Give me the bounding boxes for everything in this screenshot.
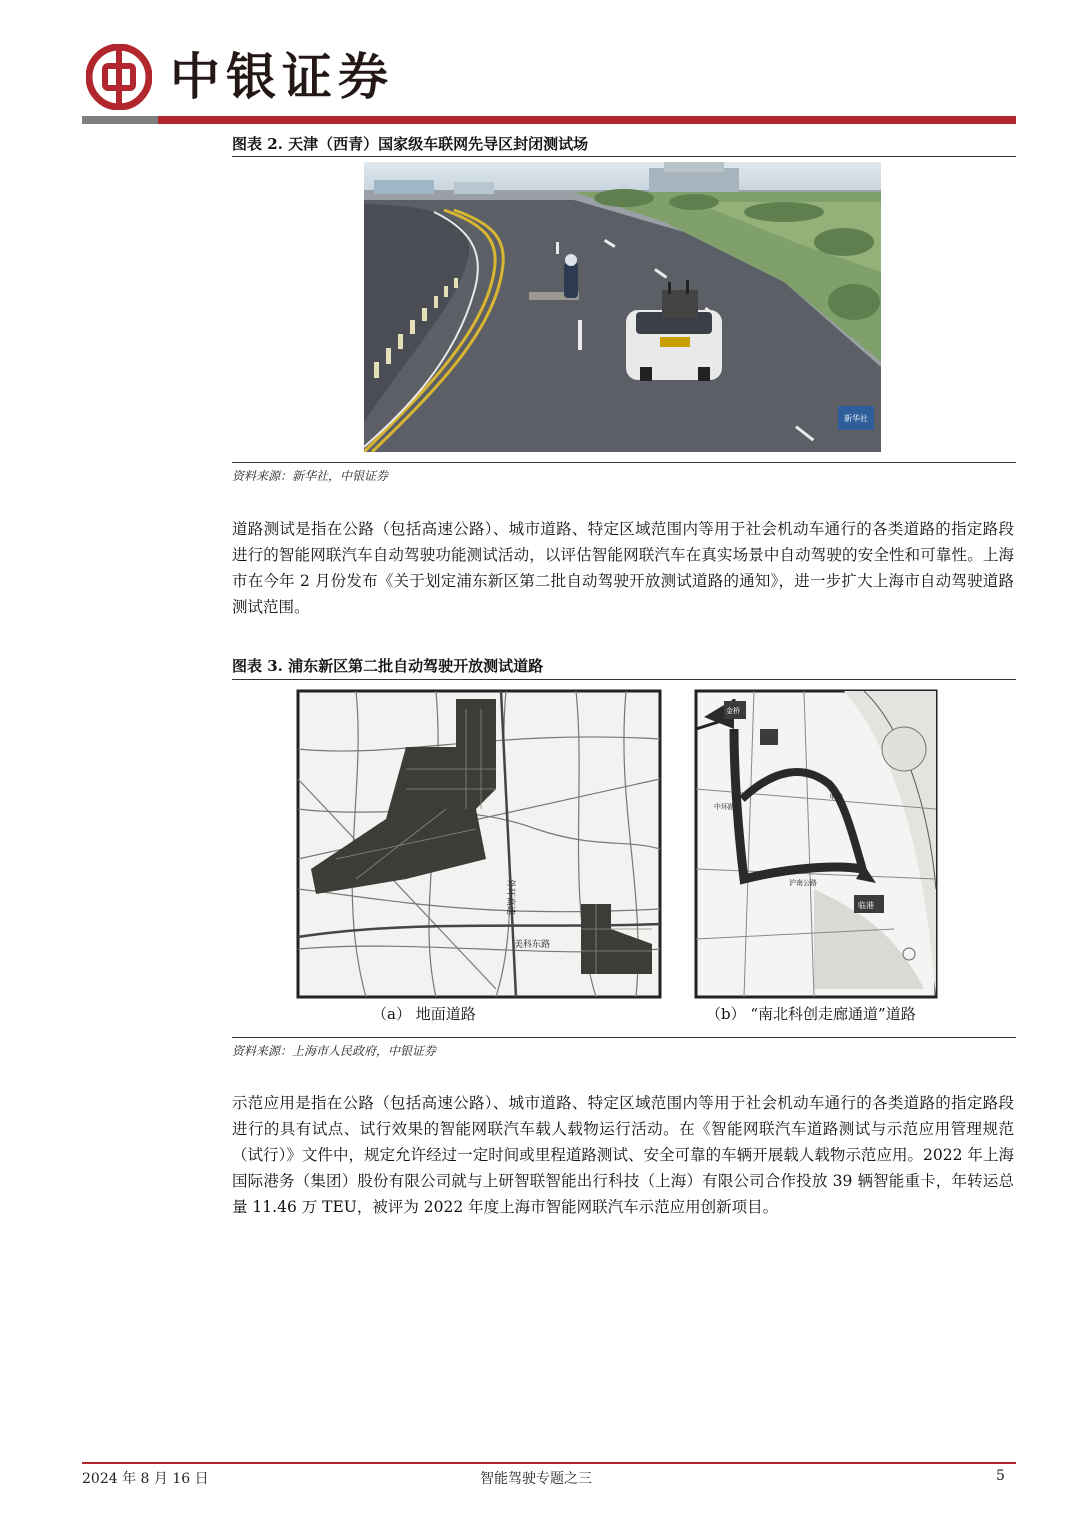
footer-report-title: 智能驾驶专题之三 (480, 1471, 592, 1487)
map-a-label-ring-expressway: 外环高速 (505, 879, 515, 916)
footer-rule (82, 1462, 1016, 1464)
paragraph-road-testing: 道路测试是指在公路（包括高速公路）、城市道路、特定区域范围内等用于社会机动车通行的各类道路的指定路段进行的智能网联汽车自动驾驶功能测试活动，以评估智能网联汽车在真实场景中自动驾驶的安全性和可靠性。上海市在今年 2 月份发布《关于划定浦东新区第二批自动驾驶开放测试道路的通知》，进一步扩大上海市自动驾驶道路测试范围。 (232, 520, 1014, 616)
map-a-label-road: 美科东路 (514, 940, 551, 950)
footer-page-number: 5 (996, 1468, 1005, 1484)
figure3-title: 图表 3. 浦东新区第二批自动驾驶开放测试道路 (232, 657, 544, 675)
paragraph-demo-application: 示范应用是指在公路（包括高速公路）、城市道路、特定区域范围内等用于社会机动车通行的各类道路的指定路段进行的具有试点、试行效果的智能网联汽车载人载物运行活动。在《智能网联汽车道路测试与示范应用管理规范（试行）》文件中，规定允许经过一定时间或里程道路测试、安全可靠的车辆开展载人载物示范应用。2022 年上海国际港务（集团）股份有限公司就与上研智联智能出行科技（上海）有限公司合作投放 39 辆智能重卡，年转运总量 11.46 万 TEU，被评为 2022 年度上海市智能网联汽车示范应用创新项目。 (232, 1094, 1014, 1216)
map-a-caption: （a） 地面道路 (372, 1005, 476, 1023)
figure2-bottom-rule (232, 462, 1016, 463)
map-b-label-jinqiao: 金桥 (726, 707, 740, 715)
map-b-label-hunan-road: 沪南公路 (789, 879, 817, 887)
map-ground-roads (296, 689, 662, 999)
brand-name: 中银证券 (170, 47, 394, 106)
map-b-label-lingang: 临港 (858, 901, 874, 910)
figure3-top-rule (232, 679, 1016, 680)
figure3-bottom-rule (232, 1037, 1016, 1038)
map-b-label-shengang: 申港 (829, 793, 843, 801)
header-bar-gray (82, 116, 158, 124)
figure3-source: 资料来源：上海市人民政府，中银证券 (232, 1044, 437, 1058)
figure2-source: 资料来源：新华社，中银证券 (232, 469, 389, 483)
map-science-corridor (694, 689, 938, 999)
map-b-label-middle-ring: 中环路 (714, 803, 735, 811)
footer-date: 2024 年 8 月 16 日 (82, 1471, 209, 1487)
xinhua-watermark: 新华社 (844, 414, 868, 423)
map-b-caption: （b） “南北科创走廊通道”道路 (706, 1005, 916, 1023)
test-track-photo (364, 162, 881, 452)
figure2-top-rule (232, 156, 1016, 157)
header-bar-red (158, 116, 1016, 124)
figure2-title: 图表 2. 天津（西青）国家级车联网先导区封闭测试场 (232, 135, 589, 153)
boc-logo-icon (86, 44, 152, 110)
